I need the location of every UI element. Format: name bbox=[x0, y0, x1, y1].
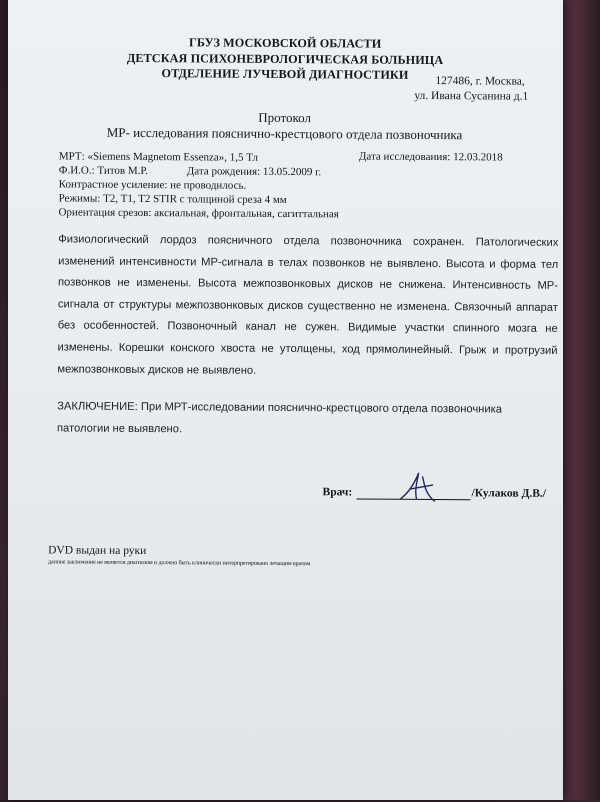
scan-modes: Режимы: T2, T1, T2 STIR с толщиной среза 4 мм bbox=[58, 192, 287, 207]
protocol-subtitle: МР- исследования пояснично-крестцового отдела позвоночника bbox=[106, 124, 463, 143]
document-page bbox=[8, 0, 563, 800]
contrast-info: Контрастное усиление: не проводилось. bbox=[58, 178, 247, 192]
study-date: Дата исследования: 12.03.2018 bbox=[358, 150, 503, 164]
birth-date: Дата рождения: 13.05.2009 г. bbox=[186, 165, 322, 179]
doctor-name: /Кулаков Д.В./ bbox=[471, 487, 547, 500]
conclusion-text: ЗАКЛЮЧЕНИЕ: При МРТ-исследовании пояснично-крестцового отдела позвоночника патологии не выявлено. bbox=[56, 400, 503, 436]
address-street: ул. Ивана Сусанина д.1 bbox=[414, 89, 529, 103]
dvd-note: DVD выдан на руки bbox=[48, 544, 147, 558]
doctor-label: Врач: bbox=[322, 486, 353, 499]
findings-text: Физиологический лордоз поясничного отдела позвоночника сохранен. Патологических изменений интенсивности МР-сигнала в телах позвонков не выявлено. Высота и форма тел позвонков не изменены. Высота межпозвонковых дисков не снижена. Интенсивность МР-сигнала от структуры межпозвонковых дисков существенно не изменена. Связочный аппарат без особенностей. Позвоночный канал не сужен. Видимые участки спинного мозга не изменены. Корешки конского хвоста не утолщены, ход прямолинейный. Грыж и протрузий межпозвонковых дисков не выявлено. bbox=[57, 233, 559, 377]
patient-name: Ф.И.О.: Титов М.Р. bbox=[58, 164, 148, 178]
disclaimer-text: данное заключение не является диагнозом и должно быть клинически интерпретировано лечащим врачом bbox=[48, 559, 311, 568]
mrt-device: МРТ: «Siemens Magnetom Essenza», 1,5 Тл bbox=[58, 150, 259, 164]
document-content bbox=[2, 0, 563, 802]
header-organization: ГБУЗ МОСКОВСКОЙ ОБЛАСТИ bbox=[189, 35, 382, 51]
protocol-title: Протокол bbox=[258, 109, 312, 126]
header-department: ОТДЕЛЕНИЕ ЛУЧЕВОЙ ДИАГНОСТИКИ bbox=[161, 66, 409, 82]
handwritten-signature bbox=[394, 469, 442, 507]
header-hospital: ДЕТСКАЯ ПСИХОНЕВРОЛОГИЧЕСКАЯ БОЛЬНИЦА bbox=[126, 50, 444, 68]
address-city: 127486, г. Москва, bbox=[435, 75, 525, 88]
slice-orientation: Ориентация срезов: аксиальная, фронтальная, сагиттальная bbox=[58, 206, 339, 221]
